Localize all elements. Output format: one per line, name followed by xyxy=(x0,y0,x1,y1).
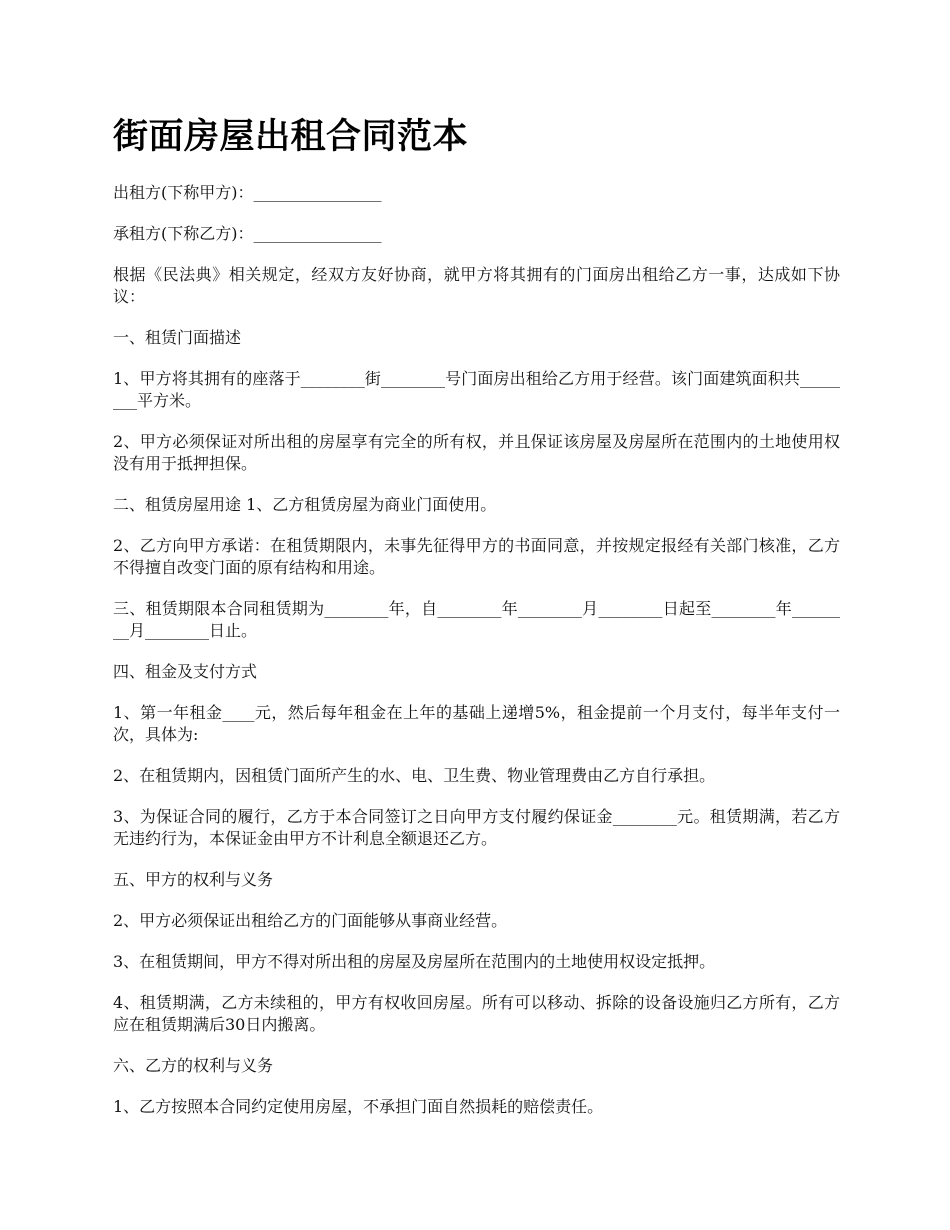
section-heading-3: 三、租赁期限本合同租赁期为________年，自________年________月________日起至________年________月________日止。 xyxy=(113,599,840,640)
clause-paragraph: 2、乙方向甲方承诺：在租赁期限内，未事先征得甲方的书面同意，并按规定报经有关部门核准，乙方不得擅自改变门面的原有结构和用途。 xyxy=(113,536,840,577)
document-page xyxy=(113,112,840,1137)
document-title: 街面房屋出租合同范本 xyxy=(113,116,469,157)
preamble-paragraph: 根据《民法典》相关规定，经双方友好协商，就甲方将其拥有的门面房出租给乙方一事，达成如下协议： xyxy=(113,265,840,306)
lessor-line: 出租方(下称甲方)：________________ xyxy=(113,183,382,202)
section-heading-5: 五、甲方的权利与义务 xyxy=(113,870,274,889)
clause-paragraph: 2、在租赁期内，因租赁门面所产生的水、电、卫生费、物业管理费由乙方自行承担。 xyxy=(113,766,716,785)
section-heading-2: 二、租赁房屋用途 1、乙方租赁房屋为商业门面使用。 xyxy=(113,495,497,514)
clause-paragraph: 2、甲方必须保证对所出租的房屋享有完全的所有权，并且保证该房屋及房屋所在范围内的土地使用权没有用于抵押担保。 xyxy=(113,432,840,473)
clause-paragraph: 2、甲方必须保证出租给乙方的门面能够从事商业经营。 xyxy=(113,911,508,930)
section-heading-1: 一、租赁门面描述 xyxy=(113,328,242,347)
clause-paragraph: 4、租赁期满，乙方未续租的，甲方有权收回房屋。所有可以移动、拆除的设备设施归乙方所有，乙方应在租赁期满后30日内搬离。 xyxy=(113,993,840,1034)
clause-paragraph: 3、在租赁期间，甲方不得对所出租的房屋及房屋所在范围内的土地使用权设定抵押。 xyxy=(113,952,716,971)
clause-paragraph: 3、为保证合同的履行，乙方于本合同签订之日向甲方支付履约保证金________元。租赁期满，若乙方无违约行为，本保证金由甲方不计利息全额退还乙方。 xyxy=(113,807,840,848)
clause-paragraph: 1、甲方将其拥有的座落于________街________号门面房出租给乙方用于经营。该门面建筑面积共________平方米。 xyxy=(113,369,840,410)
clause-paragraph: 1、乙方按照本合同约定使用房屋，不承担门面自然损耗的赔偿责任。 xyxy=(113,1097,604,1116)
section-heading-4: 四、租金及支付方式 xyxy=(113,662,258,681)
clause-paragraph: 1、第一年租金____元，然后每年租金在上年的基础上递增5%，租金提前一个月支付，每半年支付一次，具体为: xyxy=(113,703,840,744)
section-heading-6: 六、乙方的权利与义务 xyxy=(113,1056,274,1075)
lessee-line: 承租方(下称乙方)：________________ xyxy=(113,224,382,243)
